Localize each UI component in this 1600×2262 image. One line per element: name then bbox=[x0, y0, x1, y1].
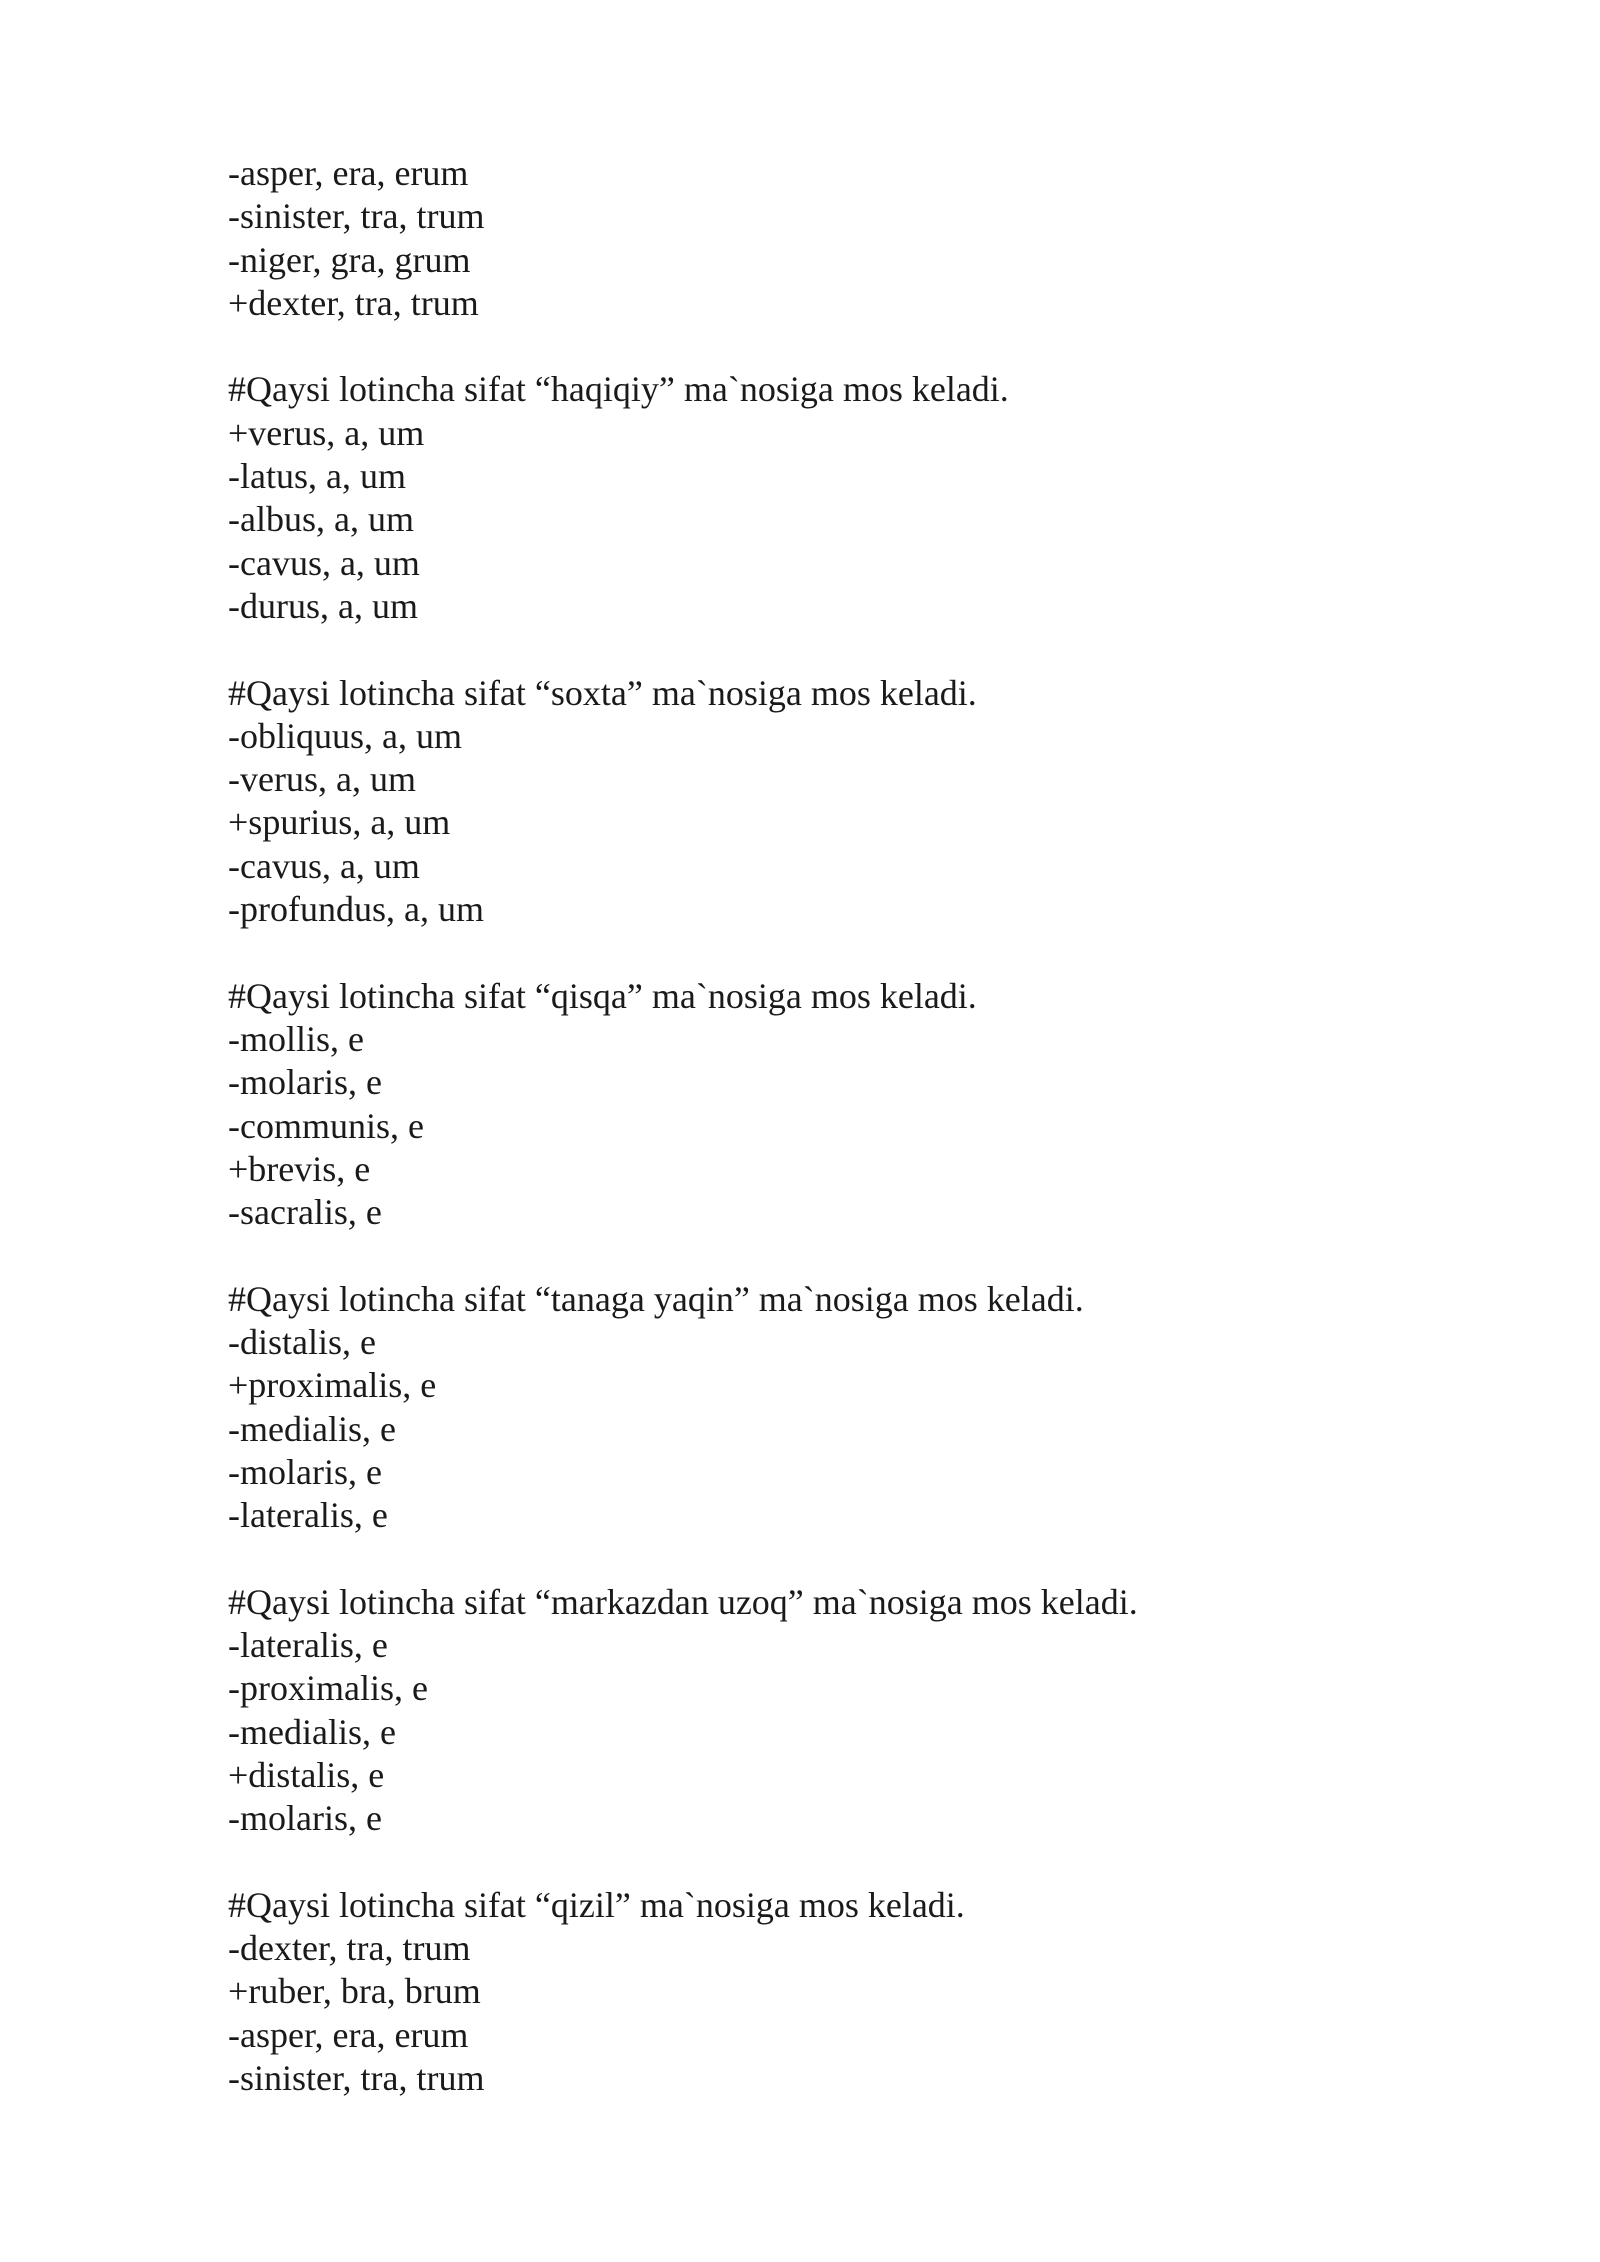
answer-option: -medialis, e bbox=[228, 1711, 396, 1752]
question-block bbox=[228, 1278, 1428, 1538]
answer-option: -lateralis, e bbox=[228, 1495, 388, 1536]
answer-option: -durus, a, um bbox=[228, 585, 418, 626]
answer-option: -mollis, e bbox=[228, 1018, 364, 1059]
question-text: #Qaysi lotincha sifat “markazdan uzoq” ma`nosiga mos keladi. bbox=[228, 1581, 1138, 1622]
answer-option: +dexter, tra, trum bbox=[228, 282, 479, 323]
answer-option: -sinister, tra, trum bbox=[228, 196, 485, 237]
answer-option: -albus, a, um bbox=[228, 499, 414, 540]
answer-option: -niger, gra, grum bbox=[228, 239, 471, 280]
question-text: #Qaysi lotincha sifat “soxta” ma`nosiga mos keladi. bbox=[228, 672, 977, 713]
answer-option: +ruber, bra, brum bbox=[228, 1971, 481, 2012]
answer-option: +brevis, e bbox=[228, 1148, 371, 1189]
question-block bbox=[228, 975, 1428, 1235]
answer-option: -asper, era, erum bbox=[228, 153, 469, 193]
question-block bbox=[228, 1884, 1428, 2100]
question-text: #Qaysi lotincha sifat “qizil” ma`nosiga mos keladi. bbox=[228, 1884, 965, 1925]
answer-option: +spurius, a, um bbox=[228, 802, 451, 843]
answer-option: +verus, a, um bbox=[228, 412, 425, 453]
answer-option: -obliquus, a, um bbox=[228, 715, 462, 756]
answer-option: -molaris, e bbox=[228, 1062, 382, 1103]
question-block bbox=[228, 672, 1428, 932]
answer-option: -dexter, tra, trum bbox=[228, 1928, 471, 1969]
question-block bbox=[228, 368, 1428, 628]
answer-option: -verus, a, um bbox=[228, 759, 416, 800]
answer-option: -proximalis, e bbox=[228, 1668, 428, 1709]
answer-option: -cavus, a, um bbox=[228, 845, 420, 886]
answer-option: +distalis, e bbox=[228, 1754, 385, 1795]
answer-option: +proximalis, e bbox=[228, 1365, 437, 1406]
answer-option: -distalis, e bbox=[228, 1322, 376, 1363]
answer-option: -latus, a, um bbox=[228, 456, 406, 497]
question-text: #Qaysi lotincha sifat “qisqa” ma`nosiga mos keladi. bbox=[228, 975, 977, 1016]
question-text: #Qaysi lotincha sifat “tanaga yaqin” ma`nosiga mos keladi. bbox=[228, 1278, 1084, 1319]
answer-option: -sinister, tra, trum bbox=[228, 2058, 485, 2099]
answer-option: -molaris, e bbox=[228, 1798, 382, 1839]
question-block bbox=[228, 1581, 1428, 1841]
answer-option: -cavus, a, um bbox=[228, 542, 420, 583]
question-block bbox=[228, 152, 1428, 325]
question-text: #Qaysi lotincha sifat “haqiqiy” ma`nosiga mos keladi. bbox=[228, 369, 1009, 410]
answer-option: -molaris, e bbox=[228, 1451, 382, 1492]
answer-option: -asper, era, erum bbox=[228, 2014, 469, 2055]
answer-option: -medialis, e bbox=[228, 1408, 396, 1449]
document-content bbox=[228, 152, 1428, 2100]
answer-option: -lateralis, e bbox=[228, 1625, 388, 1666]
answer-option: -sacralis, e bbox=[228, 1192, 382, 1233]
answer-option: -communis, e bbox=[228, 1105, 424, 1146]
answer-option: -profundus, a, um bbox=[228, 889, 484, 930]
